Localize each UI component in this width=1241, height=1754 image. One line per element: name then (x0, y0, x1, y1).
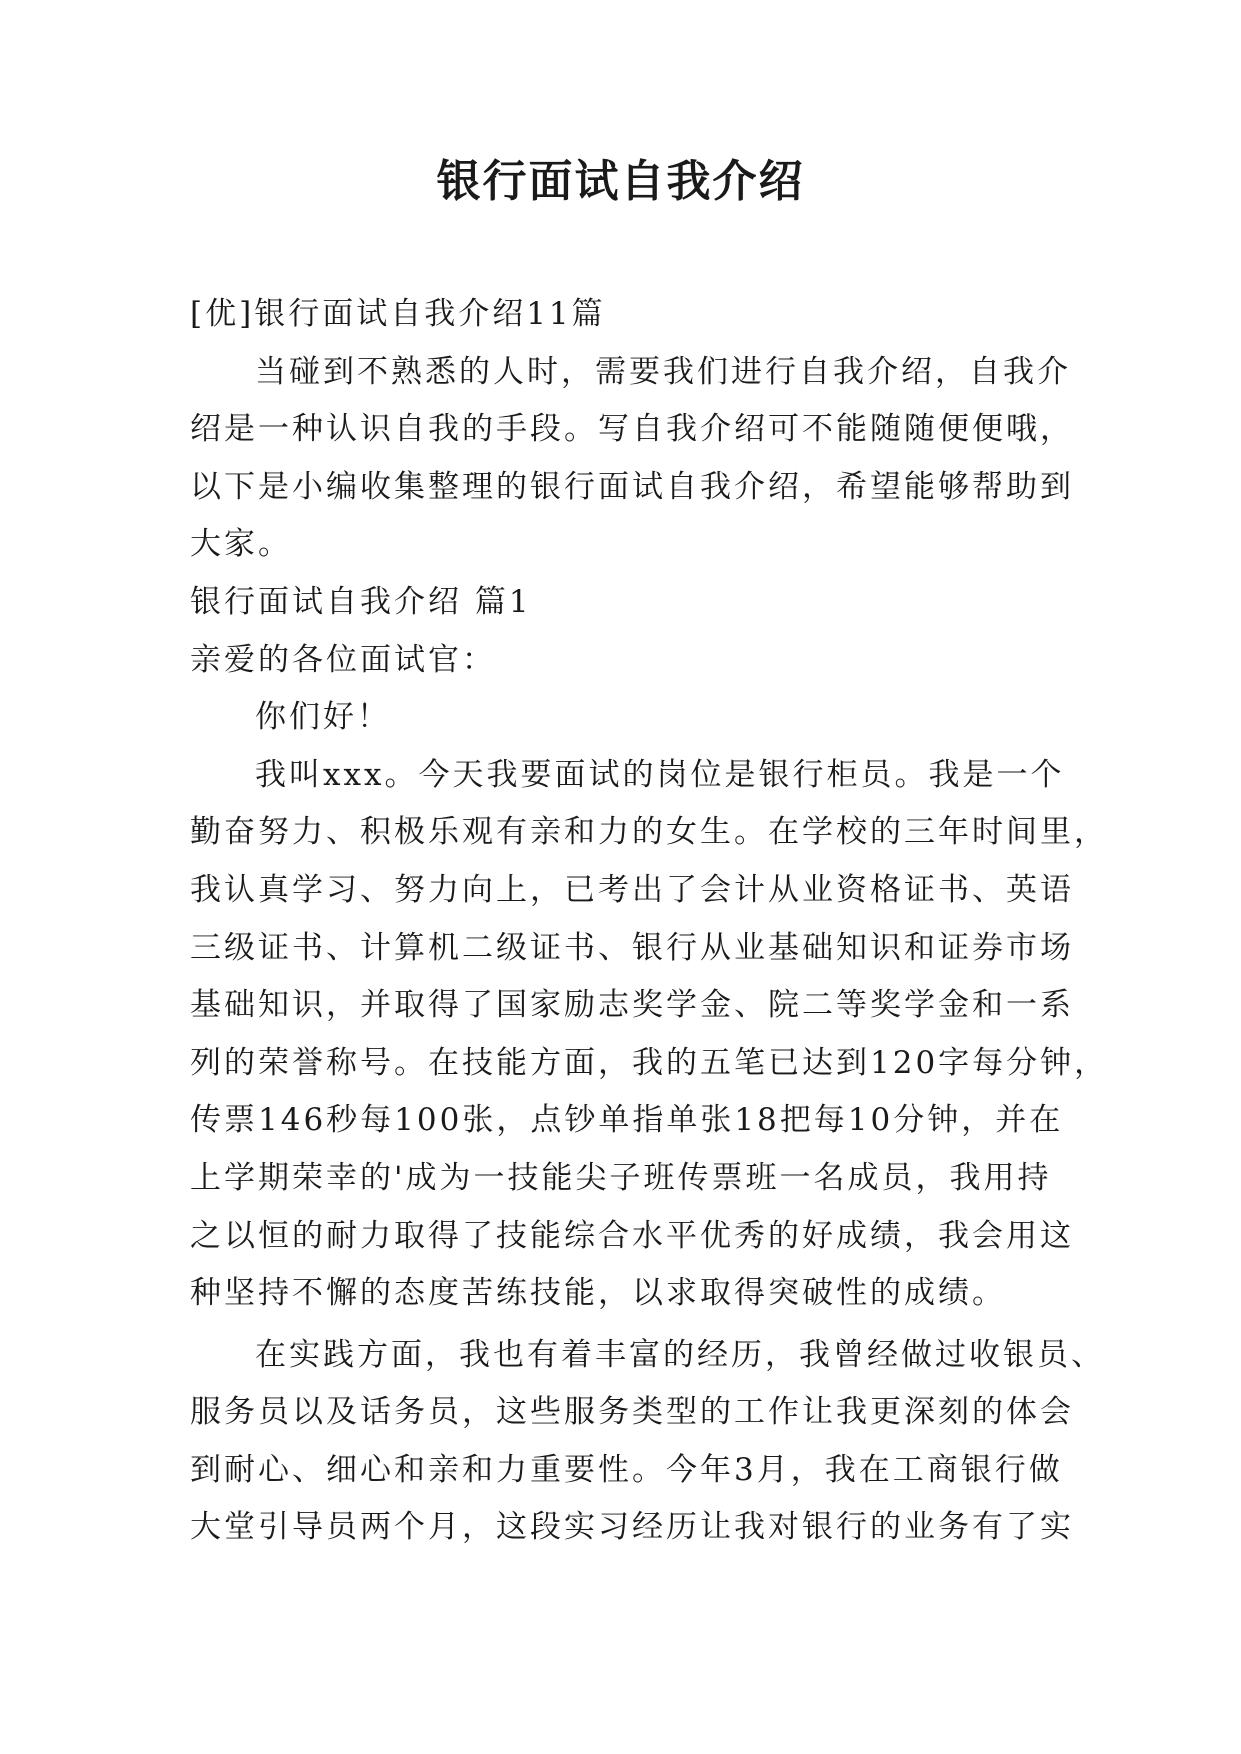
paragraph-line: 大堂引导员两个月，这段实习经历让我对银行的业务有了实 (190, 1509, 1074, 1546)
paragraph-line: 基础知识，并取得了国家励志奖学金、院二等奖学金和一系 (190, 987, 1074, 1024)
paragraph-line: 我认真学习、努力向上，已考出了会计从业资格证书、英语 (190, 871, 1074, 908)
paragraph-line: 在实践方面，我也有着丰富的经历，我曾经做过收银员、 (255, 1336, 1105, 1373)
intro-line: 大家。 (190, 526, 292, 563)
intro-line: 绍是一种认识自我的手段。写自我介绍可不能随随便便哦， (190, 411, 1074, 448)
document-body (190, 286, 1109, 1557)
paragraph-line: 之以恒的耐力取得了技能综合水平优秀的好成绩，我会用这 (190, 1217, 1074, 1254)
paragraph-line: 服务员以及话务员，这些服务类型的工作让我更深刻的体会 (190, 1394, 1074, 1431)
paragraph-line: 传票146秒每100张，点钞单指单张18把每10分钟，并在 (190, 1102, 1064, 1139)
salutation: 亲爱的各位面试官： (190, 641, 496, 678)
document-title: 银行面试自我介绍 (436, 156, 805, 207)
greeting: 你们好！ (255, 699, 391, 736)
section-heading: 银行面试自我介绍 篇1 (190, 583, 532, 620)
intro-line: 以下是小编收集整理的银行面试自我介绍，希望能够帮助到 (190, 468, 1074, 505)
paragraph-line: 勤奋努力、积极乐观有亲和力的女生。在学校的三年时间里， (190, 814, 1108, 851)
paragraph-line: 我叫xxx。今天我要面试的岗位是银行柜员。我是一个 (255, 756, 1065, 793)
intro-line: 当碰到不熟悉的人时，需要我们进行自我介绍，自我介 (255, 353, 1071, 390)
document-subtitle: [优]银行面试自我介绍11篇 (190, 296, 606, 332)
paragraph-line: 种坚持不懈的态度苦练技能，以求取得突破性的成绩。 (190, 1275, 1006, 1312)
paragraph-line: 三级证书、计算机二级证书、银行从业基础知识和证券市场 (190, 929, 1074, 966)
paragraph-line: 列的荣誉称号。在技能方面，我的五笔已达到120字每分钟， (190, 1044, 1109, 1081)
paragraph-line: 上学期荣幸的'成为一技能尖子班传票班一名成员，我用持 (190, 1159, 1052, 1196)
paragraph-line: 到耐心、细心和亲和力重要性。今年3月，我在工商银行做 (190, 1451, 1063, 1488)
